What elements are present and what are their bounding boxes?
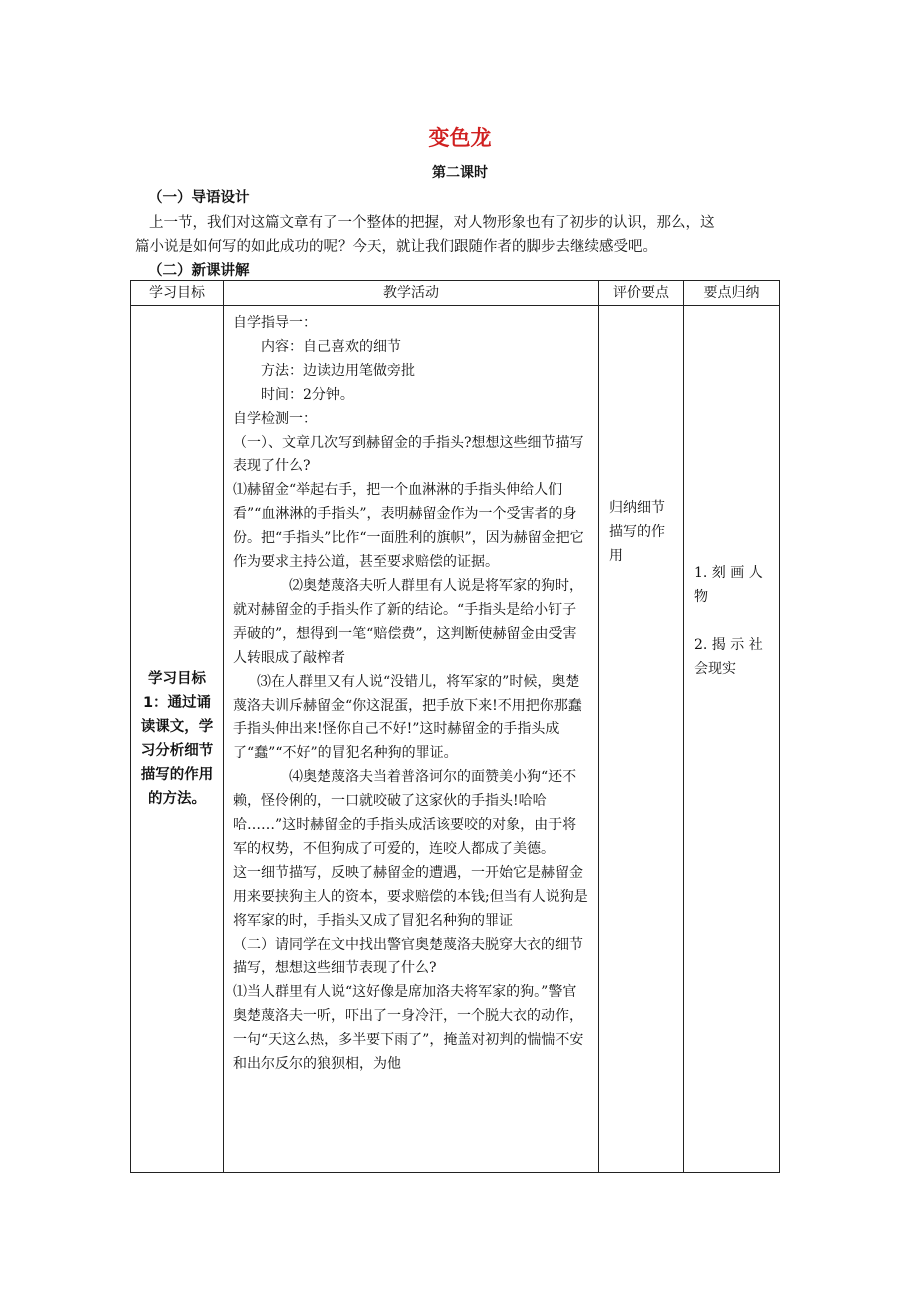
answer-paragraph: ⑴当人群里有人说“这好像是席加洛夫将军家的狗。”警官奥楚蔑洛夫一听，吓出了一身冷汗，一个脱大衣的动作，一句“天这么热，多半要下雨了”，掩盖对初判的惴惴不安和出尔反尔的狼狈相，为他 (233, 984, 584, 1073)
question-1: （一）、文章几次写到赫留金的手指头?想想这些细节描写表现了什么? (233, 434, 584, 475)
table-row (131, 306, 780, 1173)
summary-cell (684, 306, 780, 1173)
guide-line: 内容：自己喜欢的细节 (261, 338, 401, 355)
intro-line: 篇小说是如何写的如此成功的呢？今天，就让我们跟随作者的脚步去继续感受吧。 (135, 239, 657, 255)
summary-point: 1. 刻 画 人物 (694, 565, 763, 605)
intro-paragraph (135, 211, 785, 259)
intro-line: 上一节，我们对这篇文章有了一个整体的把握，对人物形象也有了初步的认识，那么，这 (149, 215, 715, 231)
activity-cell (224, 306, 599, 1173)
guide-line: 方法：边读边用笔做旁批 (261, 362, 415, 379)
section-heading-lesson: （二）新课讲解 (148, 263, 250, 279)
header-evaluation: 评价要点 (599, 281, 684, 306)
header-goal: 学习目标 (131, 281, 224, 306)
guide-line: 时间：2分钟。 (261, 386, 354, 403)
question-2: （二）请同学在文中找出警官奥楚蔑洛夫脱穿大衣的细节描写，想想这些细节表现了什么? (233, 936, 583, 977)
section-heading-intro: （一）导语设计 (148, 190, 250, 206)
header-summary: 要点归纳 (684, 281, 780, 306)
page-title: 变色龙 (428, 126, 492, 150)
header-activity: 教学活动 (224, 281, 599, 306)
page-subtitle: 第二课时 (432, 165, 488, 181)
table-header-row (131, 281, 780, 306)
goal-cell: 学习目标1：通过诵读课文，学习分析细节描写的作用的方法。 (131, 306, 224, 1173)
evaluation-cell: 归纳细节描写的作用 (599, 306, 684, 1173)
answer-paragraph: ⑵奥楚蔑洛夫听人群里有人说是将军家的狗时，就对赫留金的手指头作了新的结论。“手指头是给小钉子弄破的”，想得到一笔“赔偿费”，这判断使赫留金由受害人转眼成了敲榨者 (233, 577, 583, 666)
answer-paragraph: ⑴赫留金“举起右手，把一个血淋淋的手指头伸给人们看”“血淋淋的手指头”，表明赫留金作为一个受害者的身份。把“手指头”比作“一面胜利的旗帜”，因为赫留金把它作为要求主持公道，甚至要求赔偿的证据。 (233, 482, 584, 571)
summary-paragraph: 这一细节描写，反映了赫留金的遭遇，一开始它是赫留金用来要挟狗主人的资本，要求赔偿的本钱;但当有人说狗是将军家的时，手指头又成了冒犯名种狗的罪证 (233, 864, 588, 929)
summary-point: 2. 揭 示 社会现实 (694, 637, 763, 677)
lesson-table (130, 280, 780, 1173)
answer-paragraph: ⑷奥楚蔑洛夫当着普洛诃尔的面赞美小狗“还不赖，怪伶俐的，一口就咬破了这家伙的手指头!哈哈哈……”这时赫留金的手指头成活该要咬的对象，由于将军的权势，不但狗成了可爱的，连咬人都成了美德。 (233, 769, 577, 857)
check-title: 自学检测一： (233, 410, 317, 427)
answer-paragraph: ⑶在人群里又有人说“没错儿，将军家的”时候，奥楚蔑洛夫训斥赫留金“你这混蛋，把手放下来!不用把你那蠢手指头伸出来!怪你自己不好!”这时赫留金的手指头成了“蠢”“不好”的冒犯名种狗的罪证。 (233, 673, 582, 762)
guide-title: 自学指导一： (233, 315, 317, 331)
